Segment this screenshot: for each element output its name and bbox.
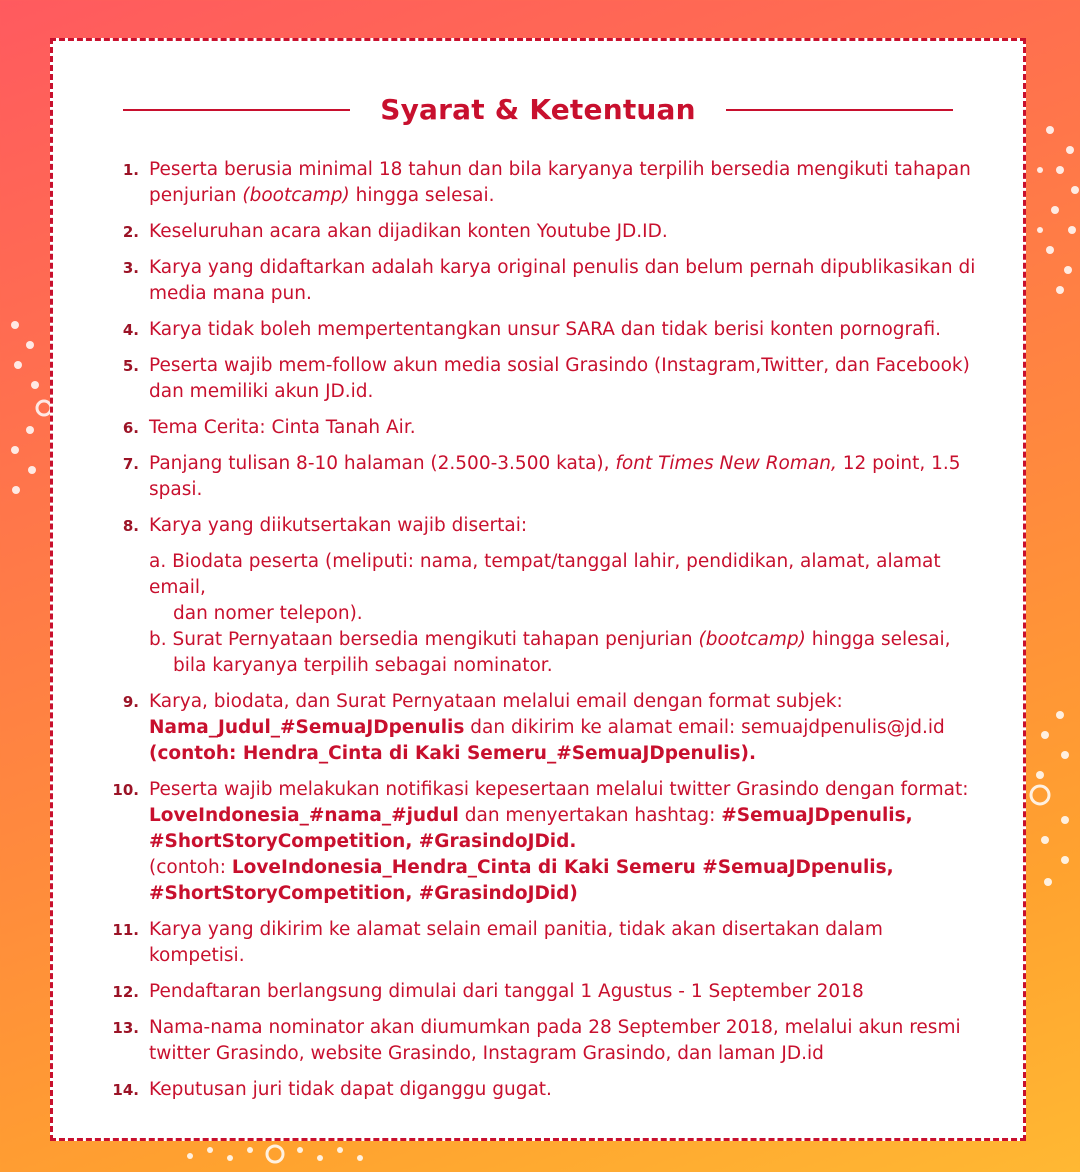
list-item <box>101 689 981 767</box>
item-number: 5. <box>122 357 139 375</box>
sub-item-b: b. Surat Pernyataan bersedia mengikuti tahapan penjurian (bootcamp) hingga selesai, <box>149 629 951 650</box>
item-text: Nama-nama nominator akan diumumkan pada 28 September 2018, melalui akun resmi twitter Grasindo, website Grasindo, Instagram Grasindo, dan laman JD.id <box>149 1017 961 1064</box>
item-number: 12. <box>112 983 139 1001</box>
list-item <box>101 1015 981 1067</box>
list-item <box>101 219 981 245</box>
terms-list <box>101 157 981 1113</box>
item-number: 2. <box>122 223 139 241</box>
item-text: Pendaftaran berlangsung dimulai dari tanggal 1 Agustus - 1 September 2018 <box>149 981 864 1002</box>
item-text: Keseluruhan acara akan dijadikan konten Youtube JD.ID. <box>149 221 668 242</box>
item-number: 11. <box>112 921 139 939</box>
item-text: Karya yang diikutsertakan wajib disertai: a. Biodata peserta (meliputi: nama, tempat/tanggal lahir, pendidikan, alamat, alamat email, dan nomer telepon). b. Surat Pernyataan bersedia mengikuti tahapan penjurian (bootcamp) hingga selesai, bila karyanya terpilih sebagai nominator. <box>149 513 981 679</box>
terms-card <box>50 38 1026 1141</box>
item-number: 13. <box>112 1019 139 1037</box>
list-item <box>101 157 981 209</box>
list-item <box>101 353 981 405</box>
list-item <box>101 415 981 441</box>
list-item <box>101 255 981 307</box>
item-number: 1. <box>122 161 139 179</box>
item-text: Peserta berusia minimal 18 tahun dan bila karyanya terpilih bersedia mengikuti tahapan penjurian (bootcamp) hingga selesai. <box>149 159 971 206</box>
item-number: 9. <box>122 693 139 711</box>
sub-item-b-cont: bila karyanya terpilih sebagai nominator. <box>173 655 553 676</box>
page-title: Syarat & Ketentuan <box>380 93 696 126</box>
title-rule-left <box>123 109 350 111</box>
item-text: Peserta wajib melakukan notifikasi kepesertaan melalui twitter Grasindo dengan format: LoveIndonesia_#nama_#judul dan menyertakan hashtag: #SemuaJDpenulis, #ShortStoryCompetition, #GrasindoJDid. (contoh: LoveIndonesia_Hendra_Cinta di Kaki Semeru #SemuaJDpenulis, #ShortStoryCompetition, #GrasindoJDid) <box>149 779 969 904</box>
list-item <box>101 451 981 503</box>
item-text: Karya, biodata, dan Surat Pernyataan melalui email dengan format subjek: Nama_Judul_#SemuaJDpenulis dan dikirim ke alamat email: semuajdpenulis@jd.id (contoh: Hendra_Cinta di Kaki Semeru_#SemuaJDpenulis). <box>149 691 945 764</box>
item-number: 3. <box>122 259 139 277</box>
item-text: Panjang tulisan 8-10 halaman (2.500-3.500 kata), font Times New Roman, 12 point, 1.5 spasi. <box>149 453 961 500</box>
item-number: 10. <box>112 781 139 799</box>
title-rule-right <box>726 109 953 111</box>
dot-ornament-right-bottom <box>1020 700 1080 900</box>
item-number: 7. <box>122 455 139 473</box>
sub-item-a: a. Biodata peserta (meliputi: nama, tempat/tanggal lahir, pendidikan, alamat, alamat email, <box>149 551 941 598</box>
item-number: 14. <box>112 1081 139 1099</box>
item-number: 6. <box>122 419 139 437</box>
list-item <box>101 1077 981 1103</box>
list-item <box>101 317 981 343</box>
item-number: 8. <box>122 517 139 535</box>
list-item <box>101 513 981 679</box>
item-text: Keputusan juri tidak dapat diganggu gugat. <box>149 1079 552 1100</box>
item-text: Tema Cerita: Cinta Tanah Air. <box>149 417 416 438</box>
list-item <box>101 979 981 1005</box>
sub-item-a-cont: dan nomer telepon). <box>173 603 363 624</box>
item-text: Karya yang didaftarkan adalah karya original penulis dan belum pernah dipublikasikan di media mana pun. <box>149 257 976 304</box>
item-number: 4. <box>122 321 139 339</box>
item-text: Peserta wajib mem-follow akun media sosial Grasindo (Instagram,Twitter, dan Facebook) dan memiliki akun JD.id. <box>149 355 970 402</box>
list-item <box>101 777 981 907</box>
item-text: Karya tidak boleh mempertentangkan unsur SARA dan tidak berisi konten pornografi. <box>149 319 941 340</box>
list-item <box>101 917 981 969</box>
sub-list <box>149 549 981 679</box>
dot-ornament-bottom <box>180 1140 380 1172</box>
item-text: Karya yang dikirim ke alamat selain email panitia, tidak akan disertakan dalam kompetisi. <box>149 919 883 966</box>
title-row <box>123 93 953 126</box>
